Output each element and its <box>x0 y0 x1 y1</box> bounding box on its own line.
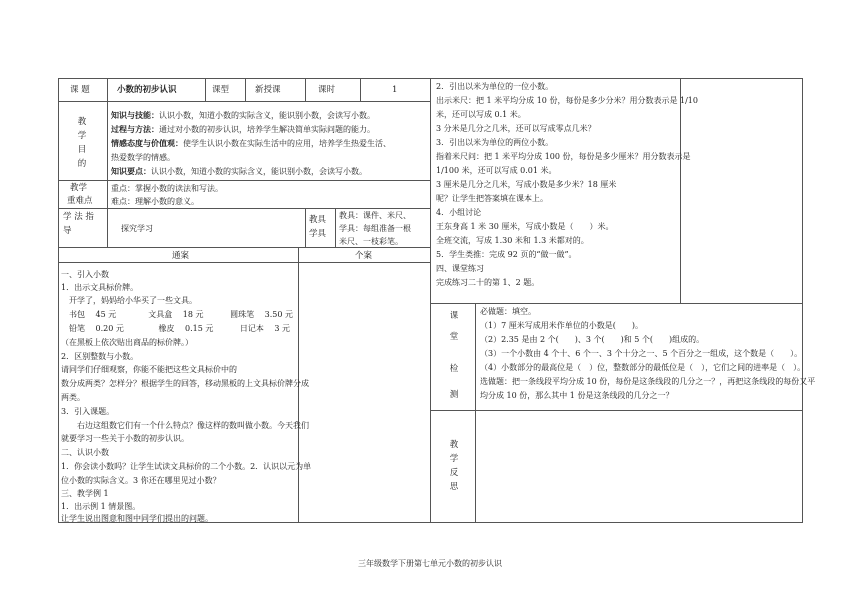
right-line: 4．小组讨论 <box>436 208 482 217</box>
goal-attitude-label: 情感态度与价值观： <box>111 138 183 148</box>
type-label: 课型 <box>212 85 230 95</box>
goal-knowledge-label: 知识与技能： <box>111 110 159 120</box>
goals-label-char: 教 <box>77 117 87 127</box>
page-footer: 三年级数学下册第七单元小数的初步认识 <box>358 559 502 568</box>
plan-individual-header: 个案 <box>355 251 373 261</box>
goal-keypoints <box>111 165 367 178</box>
plan-common-header: 通案 <box>172 251 190 261</box>
focus-difficult: 难点：理解小数的意义。 <box>111 197 199 206</box>
check-line: （1）7 厘米写成用米作单位的小数是( )。 <box>480 321 643 330</box>
tools-label: 教具 <box>309 215 327 225</box>
goals-label-char: 的 <box>77 159 87 169</box>
check-label-char: 课 <box>449 311 459 321</box>
focus-label: 教学 <box>70 183 88 193</box>
tools-line: 学具：每组准备一根 <box>339 224 411 233</box>
body-line: 开学了，妈妈给小华买了一些文具。 <box>61 296 197 305</box>
body-line: 1．你会读小数吗？让学生试读文具标价的二个小数。2．认识以元为单 <box>61 462 312 471</box>
tools-label-2: 学具 <box>309 229 327 239</box>
focus-label-2: 重难点 <box>67 196 93 206</box>
goal-keypoints-text: 认识小数，知道小数的实际含义，能识别小数，会读写小数。 <box>151 167 367 176</box>
right-line: 3 分米是几分之几米，还可以写成零点几米？ <box>436 124 596 133</box>
goal-attitude-text: 使学生认识小数在实际生活中的应用，培养学生热爱生活、 <box>183 139 391 148</box>
body-line: 二、认识小数 <box>61 448 109 457</box>
check-line: （4）小数部分的最高位是（ ）位，整数部分的最低位是（ ），它们之间的进率是（ ）。 <box>480 363 806 372</box>
goal-process <box>111 123 375 136</box>
body-line: 三、教学例 1 <box>61 489 109 498</box>
type-value: 新授课 <box>255 85 281 95</box>
reflect-label-char: 思 <box>449 482 459 492</box>
goal-knowledge <box>111 109 375 122</box>
topic-label: 课 题 <box>70 85 90 95</box>
goal-attitude-cont: 热爱数学的情感。 <box>111 153 175 162</box>
check-line: 均分成 10 份，那么其中 1 份是这条线段的几分之一？ <box>480 391 674 400</box>
body-line: 数分成两类？怎样分？根据学生的回答，移动黑板的上文具标价牌分成 <box>61 379 309 388</box>
check-line: 选做题：把一条线段平均分成 10 份，每份是这条线段的几分之一？，再把这条线段的每份又平 <box>480 377 816 386</box>
check-line: （2）2.35 是由 2 个( )、3 个( )和 5 个( )组成的。 <box>480 335 705 344</box>
right-line: 完成练习二十的第 1、2 题。 <box>436 278 540 287</box>
body-line: 3．引入课题。 <box>61 407 115 416</box>
body-line: 1．出示文具标价牌。 <box>61 283 139 292</box>
body-line: 右边这组数它们有一个什么特点？像这样的数叫做小数。今天我们 <box>61 421 309 430</box>
focus-key: 重点：掌握小数的读法和写法。 <box>111 184 223 193</box>
body-line: 让学生说出图意和图中同学们提出的问题。 <box>61 514 213 523</box>
right-line: 出示米尺：把 1 米平均分成 10 份，每份是多少分米？用分数表示是 1/10 <box>436 96 698 105</box>
body-line: 1．出示例 1 情景图。 <box>61 502 141 511</box>
right-line: 指着米尺问：把 1 米平均分成 100 份，每份是多少厘米？用分数表示是 <box>436 152 691 161</box>
right-line: 1/100 米，还可以写成 0.01 米。 <box>436 166 557 175</box>
goals-label-char: 目 <box>77 145 87 155</box>
check-label-char: 测 <box>449 390 459 400</box>
body-line: 两类。 <box>61 393 85 402</box>
check-line: 必做题：填空。 <box>480 307 536 316</box>
method-value: 探究学习 <box>121 224 153 233</box>
goals-label-char: 学 <box>77 131 87 141</box>
lesson-title: 小数的初步认识 <box>117 85 177 95</box>
tools-line: 教具：课件、米尺、 <box>339 211 411 220</box>
method-label: 学 法 指 <box>63 212 94 222</box>
goal-attitude <box>111 137 391 150</box>
body-line: 书包 45 元 文具盒 18 元 圆珠笔 3.50 元 <box>61 310 293 319</box>
body-line: 一、引入小数 <box>61 270 109 279</box>
goal-process-text: 通过对小数的初步认识，培养学生解决简单实际问题的能力。 <box>159 125 375 134</box>
body-line: 就要学习一些关于小数的初步认识。 <box>61 434 189 443</box>
body-line: 请同学们仔细观察，你能不能把这些文具标价中的 <box>61 365 237 374</box>
check-label-char: 检 <box>449 364 459 374</box>
right-line: 呢？让学生把答案填在课本上。 <box>436 194 548 203</box>
right-line: 5．学生类推：完成 92 页的“做一做”。 <box>436 250 577 259</box>
hours-value: 1 <box>392 85 398 95</box>
goal-keypoints-label: 知识要点： <box>111 166 151 176</box>
goal-knowledge-text: 认识小数，知道小数的实际含义，能识别小数，会读写小数。 <box>159 111 375 120</box>
check-line: （3）一个小数由 4 个十、6 个一、3 个十分之一、5 个百分之一组成，这个数是（ ）。 <box>480 349 803 358</box>
reflect-label-char: 学 <box>449 454 459 464</box>
method-label-2: 导 <box>63 226 72 236</box>
right-line: 全班交流，写成 1.30 米和 1.3 米都对的。 <box>436 236 589 245</box>
body-line: 铅笔 0.20 元 橡皮 0.15 元 日记本 3 元 <box>61 324 291 333</box>
right-line: 王东身高 1 米 30 厘米，写成小数是（ ）米。 <box>436 222 614 231</box>
right-line: 2．引出以米为单位的一位小数。 <box>436 82 554 91</box>
body-line: 2．区别整数与小数。 <box>61 352 139 361</box>
body-line: 位小数的实际含义。3 你还在哪里见过小数？ <box>61 476 221 485</box>
right-line: 四、课堂练习 <box>436 264 484 273</box>
right-line: 米，还可以写成 0.1 米。 <box>436 110 526 119</box>
body-line: （在黑板上依次贴出商品的标价牌。） <box>61 338 193 347</box>
right-line: 3 厘米是几分之几米，写成小数是多少米？18 厘米 <box>436 180 617 189</box>
goal-process-label: 过程与方法： <box>111 124 159 134</box>
reflect-label-char: 教 <box>449 440 459 450</box>
tools-line: 米尺、一枝彩笔。 <box>339 237 403 246</box>
check-label-char: 堂 <box>449 332 459 342</box>
right-line: 3．引出以米为单位的两位小数。 <box>436 138 554 147</box>
reflect-label-char: 反 <box>449 468 459 478</box>
hours-label: 课时 <box>318 85 336 95</box>
